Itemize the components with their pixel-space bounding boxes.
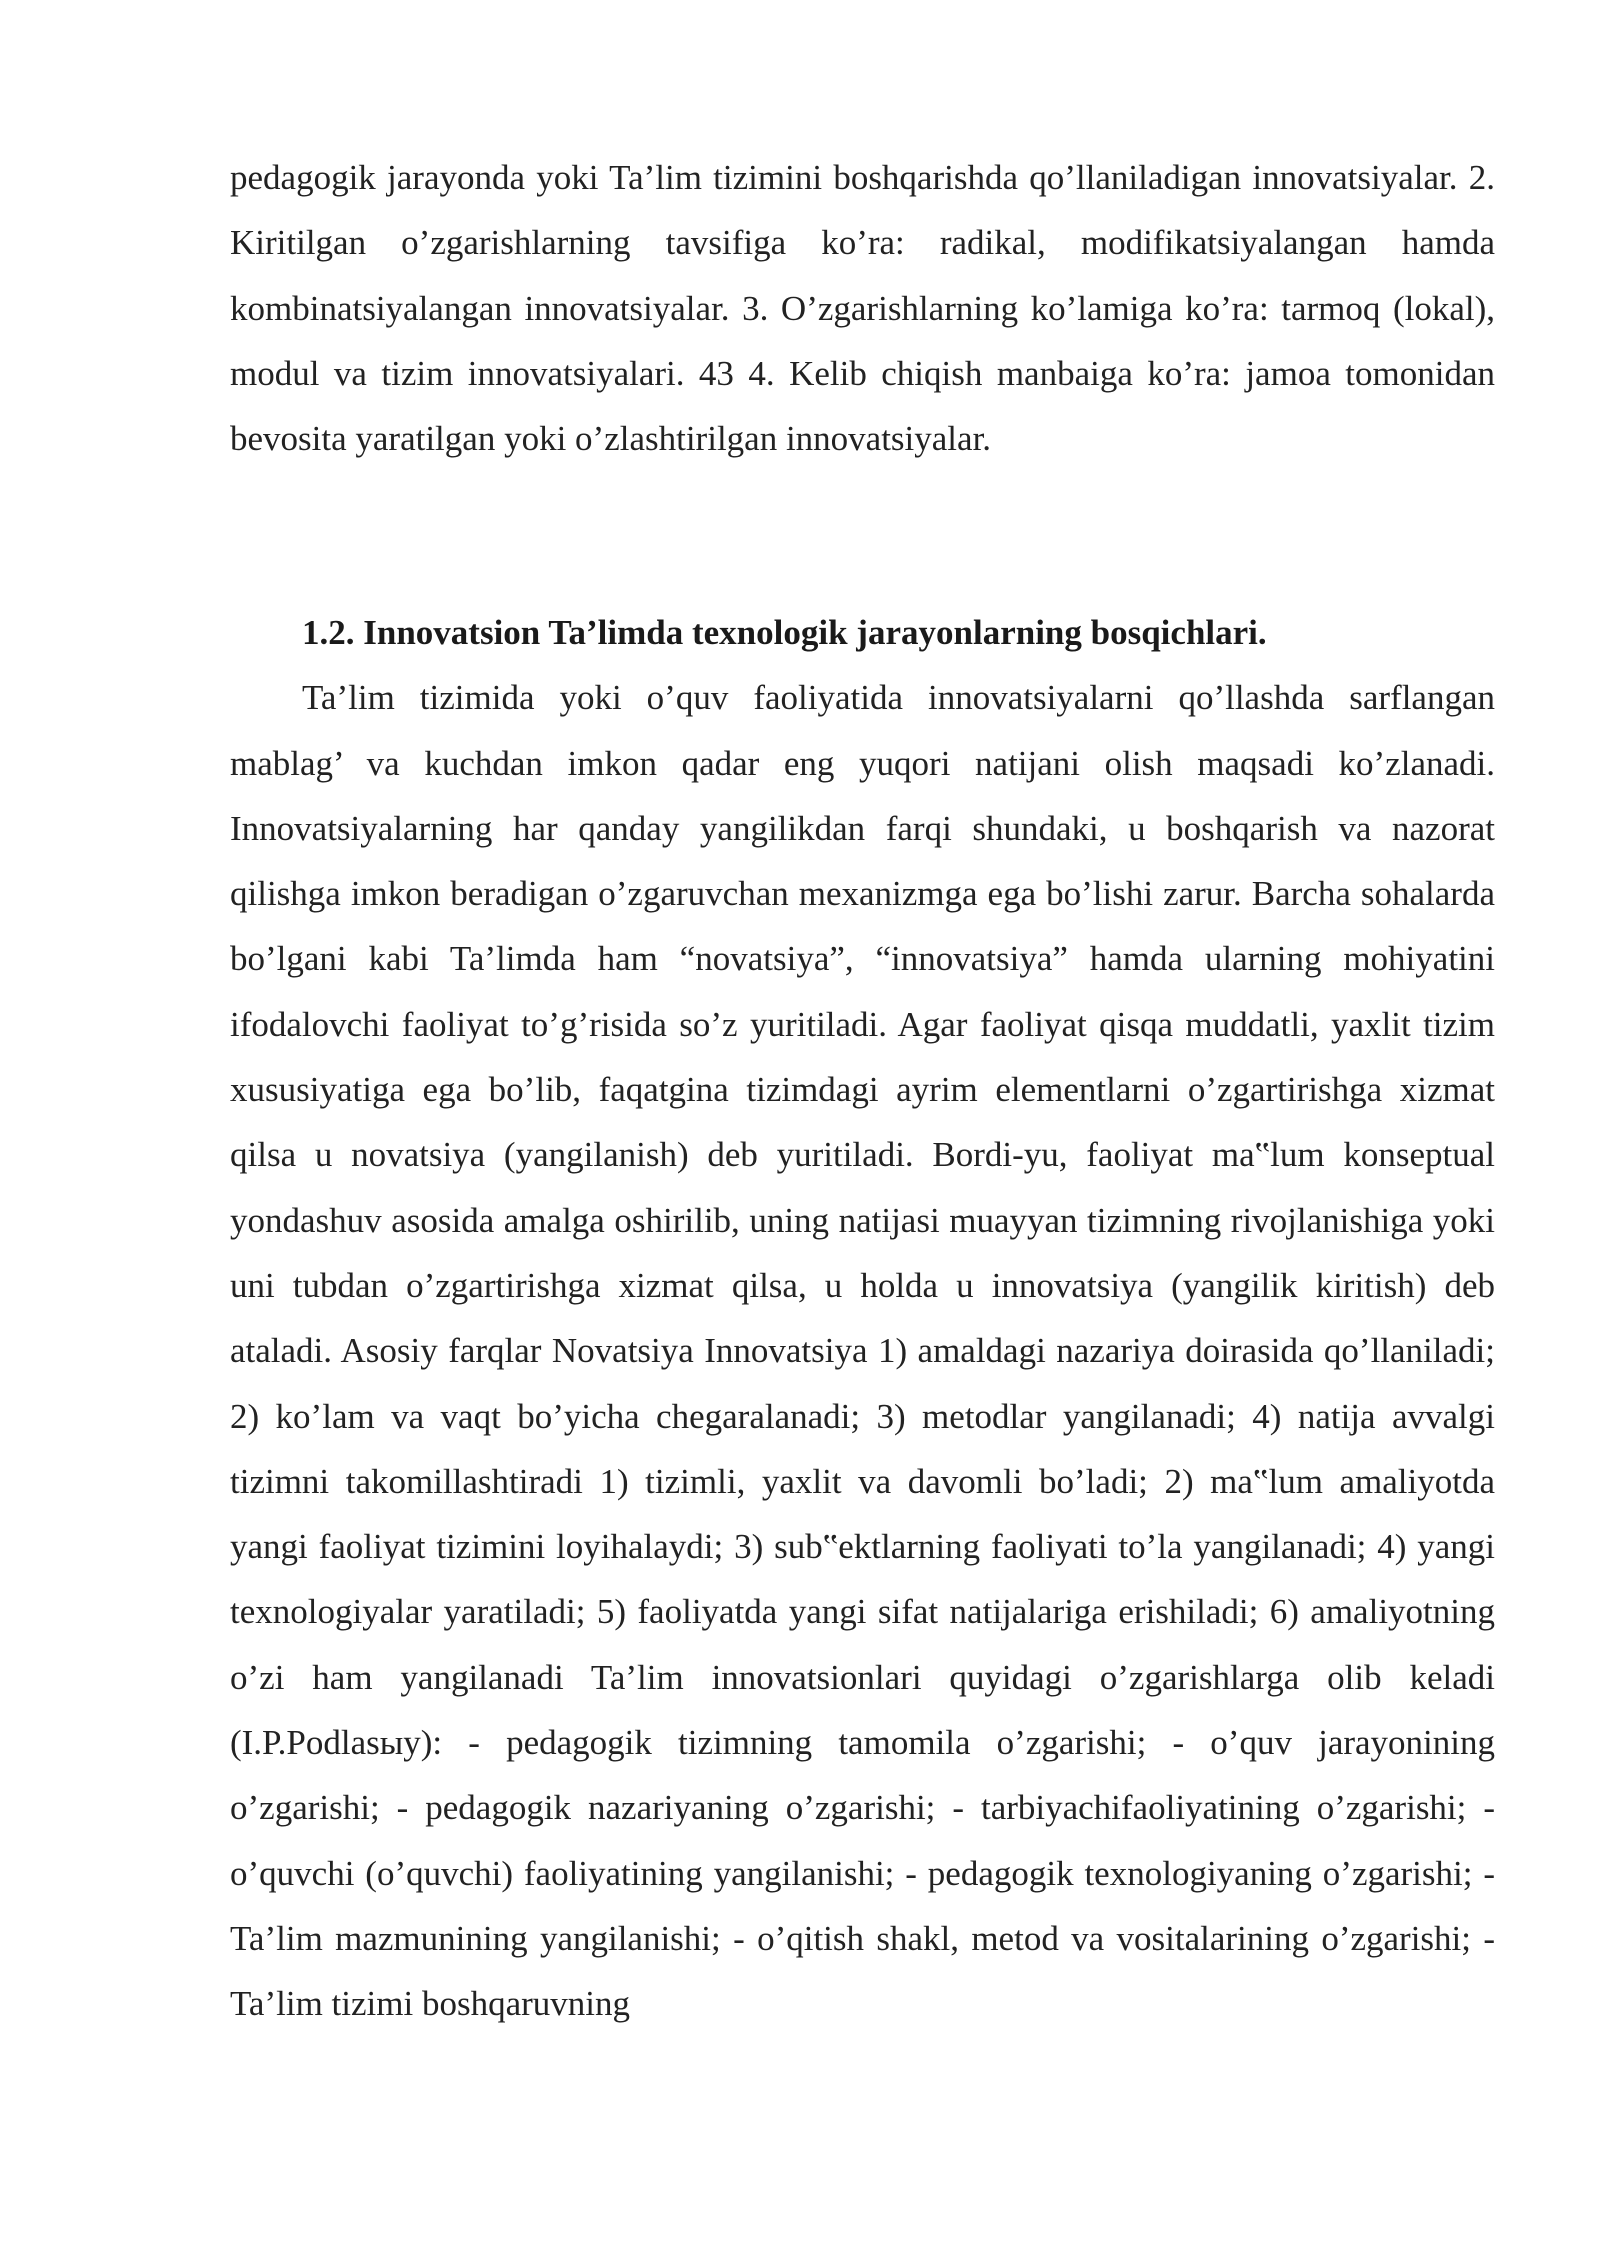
section-block (230, 600, 1495, 2037)
section-heading: 1.2. Innovatsion Ta’limda texnologik jarayonlarning bosqichlari. (302, 613, 1267, 652)
body-paragraph: Ta’lim tizimida yoki o’quv faoliyatida innovatsiyalarni qo’llashda sarflangan mablag’ va kuchdan imkon qadar eng yuqori natijani olish maqsadi ko’zlanadi. Innovatsiyalarning har qanday yangilikdan farqi shundaki, u boshqarish va nazorat qilishga imkon beradigan o’zgaruvchan mexanizmga ega bo’lishi zarur. Barcha sohalarda bo’lgani kabi Ta’limda ham “novatsiya”, “innovatsiya” hamda ularning mohiyatini ifodalovchi faoliyat to’g’risida so’z yuritiladi. Agar faoliyat qisqa muddatli, yaxlit tizim xususiyatiga ega bo’lib, faqatgina tizimdagi ayrim elementlarni o’zgartirishga xizmat qilsa u novatsiya (yangilanish) deb yuritiladi. Bordi-yu, faoliyat ma‟lum konseptual yondashuv asosida amalga oshirilib, uning natijasi muayyan tizimning rivojlanishiga yoki uni tubdan o’zgartirishga xizmat qilsa, u holda u innovatsiya (yangilik kiritish) deb ataladi. Asosiy farqlar Novatsiya Innovatsiya 1) amaldagi nazariya doirasida qo’llaniladi; 2) ko’lam va vaqt bo’yicha chegaralanadi; 3) metodlar yangilanadi; 4) natija avvalgi tizimni takomillashtiradi 1) tizimli, yaxlit va davomli bo’ladi; 2) ma‟lum amaliyotda yangi faoliyat tizimini loyihalaydi; 3) sub‟ektlarning faoliyati to’la yangilanadi; 4) yangi texnologiyalar yaratiladi; 5) faoliyatda yangi sifat natijalariga erishiladi; 6) amaliyotning o’zi ham yangilanadi Ta’lim innovatsionlari quyidagi o’zgarishlarga olib keladi (I.P.Podlasыy): - pedagogik tizimning tamomila o’zgarishi; - o’quv jarayonining o’zgarishi; - pedagogik nazariyaning o’zgarishi; - tarbiyachifaoliyatining o’zgarishi; - o’quvchi (o’quvchi) faoliyatining yangilanishi; - pedagogik texnologiyaning o’zgarishi; - Ta’lim mazmunining yangilanishi; - o’qitish shakl, metod va vositalarining o’zgarishi; - Ta’lim tizimi boshqaruvning (230, 678, 1495, 2024)
intro-text-block (230, 145, 1495, 471)
intro-paragraph: pedagogik jarayonda yoki Ta’lim tizimini boshqarishda qo’llaniladigan innovatsiyalar. 2. Kiritilgan o’zgarishlarning tavsifiga ko’ra: radikal, modifikatsiyalangan hamda kombinatsiyalangan innovatsiyalar. 3. O’zgarishlarning ko’lamiga ko’ra: tarmoq (lokal), modul va tizim innovatsiyalari. 43 4. Kelib chiqish manbaiga ko’ra: jamoa tomonidan bevosita yaratilgan yoki o’zlashtirilgan innovatsiyalar. (230, 158, 1495, 459)
